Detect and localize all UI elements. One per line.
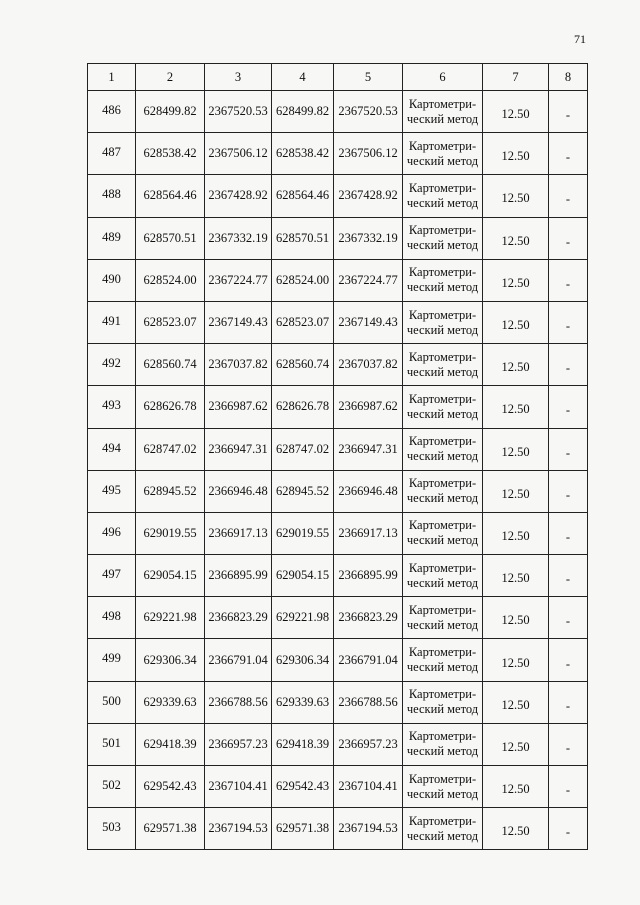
empty-value-cell: -	[549, 681, 588, 723]
y-coordinate-2-cell: 2366947.31	[334, 428, 403, 470]
method-line: ческий метод	[406, 195, 479, 210]
precision-cell: 12.50	[483, 681, 549, 723]
method-line: Картометри-	[408, 645, 477, 660]
method-line: Картометри-	[408, 223, 477, 238]
precision-cell: 12.50	[483, 259, 549, 301]
x-coordinate-cell: 629339.63	[136, 681, 205, 723]
x-coordinate-cell: 628560.74	[136, 344, 205, 386]
table-row	[88, 470, 588, 512]
point-number-cell: 491	[88, 301, 136, 343]
x-coordinate-2-cell: 628560.74	[272, 344, 334, 386]
y-coordinate-2-cell: 2367224.77	[334, 259, 403, 301]
table-row	[88, 512, 588, 554]
table-row	[88, 681, 588, 723]
method-line: ческий метод	[406, 364, 479, 379]
x-coordinate-cell: 628524.00	[136, 259, 205, 301]
table-row	[88, 217, 588, 259]
y-coordinate-2-cell: 2366987.62	[334, 386, 403, 428]
header-cell-7: 7	[483, 64, 549, 91]
x-coordinate-cell: 629306.34	[136, 639, 205, 681]
point-number-cell: 502	[88, 766, 136, 808]
empty-value-cell: -	[549, 808, 588, 850]
x-coordinate-cell: 628564.46	[136, 175, 205, 217]
table-row	[88, 175, 588, 217]
method-cell	[403, 386, 483, 428]
empty-value-cell: -	[549, 133, 588, 175]
method-line: ческий метод	[406, 449, 479, 464]
point-number-cell: 501	[88, 723, 136, 765]
x-coordinate-2-cell: 628538.42	[272, 133, 334, 175]
x-coordinate-cell: 628945.52	[136, 470, 205, 512]
y-coordinate-cell: 2367332.19	[205, 217, 272, 259]
header-cell-5: 5	[334, 64, 403, 91]
table-row	[88, 639, 588, 681]
y-coordinate-cell: 2367194.53	[205, 808, 272, 850]
method-cell	[403, 91, 483, 133]
empty-value-cell: -	[549, 428, 588, 470]
y-coordinate-2-cell: 2367520.53	[334, 91, 403, 133]
x-coordinate-cell: 629019.55	[136, 512, 205, 554]
method-line: ческий метод	[406, 744, 479, 759]
empty-value-cell: -	[549, 386, 588, 428]
method-line: ческий метод	[406, 660, 479, 675]
x-coordinate-cell: 629054.15	[136, 555, 205, 597]
precision-cell: 12.50	[483, 301, 549, 343]
y-coordinate-cell: 2367520.53	[205, 91, 272, 133]
point-number-cell: 490	[88, 259, 136, 301]
empty-value-cell: -	[549, 766, 588, 808]
method-line: ческий метод	[406, 406, 479, 421]
table-row	[88, 344, 588, 386]
method-line: Картометри-	[408, 560, 477, 575]
y-coordinate-2-cell: 2367149.43	[334, 301, 403, 343]
method-cell	[403, 175, 483, 217]
page-number: 71	[574, 32, 586, 46]
x-coordinate-cell: 628499.82	[136, 91, 205, 133]
point-number-cell: 495	[88, 470, 136, 512]
x-coordinate-cell: 628570.51	[136, 217, 205, 259]
table-row	[88, 428, 588, 470]
method-cell	[403, 723, 483, 765]
empty-value-cell: -	[549, 217, 588, 259]
method-line: Картометри-	[408, 813, 477, 828]
method-cell	[403, 808, 483, 850]
y-coordinate-cell: 2367428.92	[205, 175, 272, 217]
method-cell	[403, 301, 483, 343]
method-line: ческий метод	[406, 828, 479, 843]
y-coordinate-cell: 2366946.48	[205, 470, 272, 512]
table-row	[88, 555, 588, 597]
method-cell	[403, 470, 483, 512]
y-coordinate-2-cell: 2366791.04	[334, 639, 403, 681]
y-coordinate-2-cell: 2366917.13	[334, 512, 403, 554]
empty-value-cell: -	[549, 639, 588, 681]
point-number-cell: 488	[88, 175, 136, 217]
x-coordinate-2-cell: 629542.43	[272, 766, 334, 808]
empty-value-cell: -	[549, 344, 588, 386]
point-number-cell: 493	[88, 386, 136, 428]
method-cell	[403, 512, 483, 554]
x-coordinate-2-cell: 629306.34	[272, 639, 334, 681]
table-row	[88, 766, 588, 808]
precision-cell: 12.50	[483, 386, 549, 428]
point-number-cell: 499	[88, 639, 136, 681]
x-coordinate-cell: 629418.39	[136, 723, 205, 765]
y-coordinate-cell: 2367224.77	[205, 259, 272, 301]
precision-cell: 12.50	[483, 723, 549, 765]
table-row	[88, 259, 588, 301]
precision-cell: 12.50	[483, 175, 549, 217]
y-coordinate-2-cell: 2366957.23	[334, 723, 403, 765]
method-line: Картометри-	[408, 180, 477, 195]
method-line: ческий метод	[406, 533, 479, 548]
method-line: Картометри-	[408, 434, 477, 449]
precision-cell: 12.50	[483, 344, 549, 386]
precision-cell: 12.50	[483, 91, 549, 133]
y-coordinate-2-cell: 2366823.29	[334, 597, 403, 639]
y-coordinate-cell: 2366788.56	[205, 681, 272, 723]
point-number-cell: 494	[88, 428, 136, 470]
y-coordinate-2-cell: 2366895.99	[334, 555, 403, 597]
y-coordinate-2-cell: 2367506.12	[334, 133, 403, 175]
method-cell	[403, 555, 483, 597]
point-number-cell: 496	[88, 512, 136, 554]
precision-cell: 12.50	[483, 555, 549, 597]
method-cell	[403, 766, 483, 808]
x-coordinate-2-cell: 629339.63	[272, 681, 334, 723]
method-line: Картометри-	[408, 307, 477, 322]
point-number-cell: 500	[88, 681, 136, 723]
empty-value-cell: -	[549, 91, 588, 133]
y-coordinate-2-cell: 2366946.48	[334, 470, 403, 512]
point-number-cell: 503	[88, 808, 136, 850]
method-line: Картометри-	[408, 391, 477, 406]
x-coordinate-cell: 628523.07	[136, 301, 205, 343]
method-line: Картометри-	[408, 265, 477, 280]
x-coordinate-cell: 628538.42	[136, 133, 205, 175]
y-coordinate-cell: 2367506.12	[205, 133, 272, 175]
y-coordinate-cell: 2367037.82	[205, 344, 272, 386]
table-row	[88, 386, 588, 428]
header-row	[88, 64, 588, 91]
empty-value-cell: -	[549, 597, 588, 639]
method-cell	[403, 597, 483, 639]
table-body	[88, 91, 588, 850]
x-coordinate-2-cell: 628499.82	[272, 91, 334, 133]
header-cell-4: 4	[272, 64, 334, 91]
x-coordinate-cell: 628626.78	[136, 386, 205, 428]
method-line: Картометри-	[408, 476, 477, 491]
y-coordinate-2-cell: 2367037.82	[334, 344, 403, 386]
x-coordinate-cell: 629221.98	[136, 597, 205, 639]
header-cell-3: 3	[205, 64, 272, 91]
x-coordinate-cell: 629542.43	[136, 766, 205, 808]
method-line: ческий метод	[406, 111, 479, 126]
y-coordinate-cell: 2366957.23	[205, 723, 272, 765]
x-coordinate-2-cell: 629019.55	[272, 512, 334, 554]
table-row	[88, 723, 588, 765]
method-line: ческий метод	[406, 786, 479, 801]
x-coordinate-2-cell: 629571.38	[272, 808, 334, 850]
point-number-cell: 492	[88, 344, 136, 386]
y-coordinate-cell: 2367149.43	[205, 301, 272, 343]
precision-cell: 12.50	[483, 133, 549, 175]
y-coordinate-cell: 2366791.04	[205, 639, 272, 681]
y-coordinate-2-cell: 2367104.41	[334, 766, 403, 808]
method-line: ческий метод	[406, 322, 479, 337]
method-line: ческий метод	[406, 575, 479, 590]
empty-value-cell: -	[549, 301, 588, 343]
x-coordinate-2-cell: 628570.51	[272, 217, 334, 259]
precision-cell: 12.50	[483, 470, 549, 512]
header-cell-6: 6	[403, 64, 483, 91]
method-cell	[403, 217, 483, 259]
coordinates-table	[87, 63, 588, 850]
method-line: Картометри-	[408, 729, 477, 744]
empty-value-cell: -	[549, 259, 588, 301]
point-number-cell: 489	[88, 217, 136, 259]
point-number-cell: 487	[88, 133, 136, 175]
precision-cell: 12.50	[483, 217, 549, 259]
x-coordinate-2-cell: 628564.46	[272, 175, 334, 217]
precision-cell: 12.50	[483, 512, 549, 554]
table-row	[88, 91, 588, 133]
method-line: ческий метод	[406, 491, 479, 506]
y-coordinate-cell: 2366987.62	[205, 386, 272, 428]
method-line: ческий метод	[406, 280, 479, 295]
x-coordinate-cell: 629571.38	[136, 808, 205, 850]
precision-cell: 12.50	[483, 766, 549, 808]
point-number-cell: 486	[88, 91, 136, 133]
method-line: ческий метод	[406, 238, 479, 253]
y-coordinate-cell: 2366823.29	[205, 597, 272, 639]
method-line: ческий метод	[406, 702, 479, 717]
empty-value-cell: -	[549, 470, 588, 512]
method-line: Картометри-	[408, 96, 477, 111]
method-line: Картометри-	[408, 518, 477, 533]
x-coordinate-2-cell: 629221.98	[272, 597, 334, 639]
header-cell-2: 2	[136, 64, 205, 91]
header-cell-1: 1	[88, 64, 136, 91]
method-line: ческий метод	[406, 617, 479, 632]
table-row	[88, 133, 588, 175]
y-coordinate-2-cell: 2366788.56	[334, 681, 403, 723]
y-coordinate-2-cell: 2367332.19	[334, 217, 403, 259]
method-line: ческий метод	[406, 153, 479, 168]
method-line: Картометри-	[408, 687, 477, 702]
precision-cell: 12.50	[483, 428, 549, 470]
point-number-cell: 498	[88, 597, 136, 639]
empty-value-cell: -	[549, 175, 588, 217]
method-line: Картометри-	[408, 349, 477, 364]
method-line: Картометри-	[408, 602, 477, 617]
point-number-cell: 497	[88, 555, 136, 597]
y-coordinate-2-cell: 2367194.53	[334, 808, 403, 850]
y-coordinate-cell: 2366917.13	[205, 512, 272, 554]
y-coordinate-cell: 2367104.41	[205, 766, 272, 808]
y-coordinate-2-cell: 2367428.92	[334, 175, 403, 217]
x-coordinate-2-cell: 628945.52	[272, 470, 334, 512]
x-coordinate-2-cell: 628524.00	[272, 259, 334, 301]
precision-cell: 12.50	[483, 808, 549, 850]
method-cell	[403, 681, 483, 723]
x-coordinate-2-cell: 628523.07	[272, 301, 334, 343]
method-line: Картометри-	[408, 771, 477, 786]
empty-value-cell: -	[549, 512, 588, 554]
method-cell	[403, 639, 483, 681]
table-row	[88, 597, 588, 639]
method-cell	[403, 133, 483, 175]
y-coordinate-cell: 2366947.31	[205, 428, 272, 470]
y-coordinate-cell: 2366895.99	[205, 555, 272, 597]
table-row	[88, 808, 588, 850]
precision-cell: 12.50	[483, 639, 549, 681]
empty-value-cell: -	[549, 555, 588, 597]
x-coordinate-2-cell: 628626.78	[272, 386, 334, 428]
empty-value-cell: -	[549, 723, 588, 765]
x-coordinate-2-cell: 629054.15	[272, 555, 334, 597]
table-row	[88, 301, 588, 343]
method-cell	[403, 259, 483, 301]
header-cell-8: 8	[549, 64, 588, 91]
method-cell	[403, 344, 483, 386]
method-line: Картометри-	[408, 138, 477, 153]
x-coordinate-2-cell: 629418.39	[272, 723, 334, 765]
precision-cell: 12.50	[483, 597, 549, 639]
x-coordinate-2-cell: 628747.02	[272, 428, 334, 470]
x-coordinate-cell: 628747.02	[136, 428, 205, 470]
method-cell	[403, 428, 483, 470]
